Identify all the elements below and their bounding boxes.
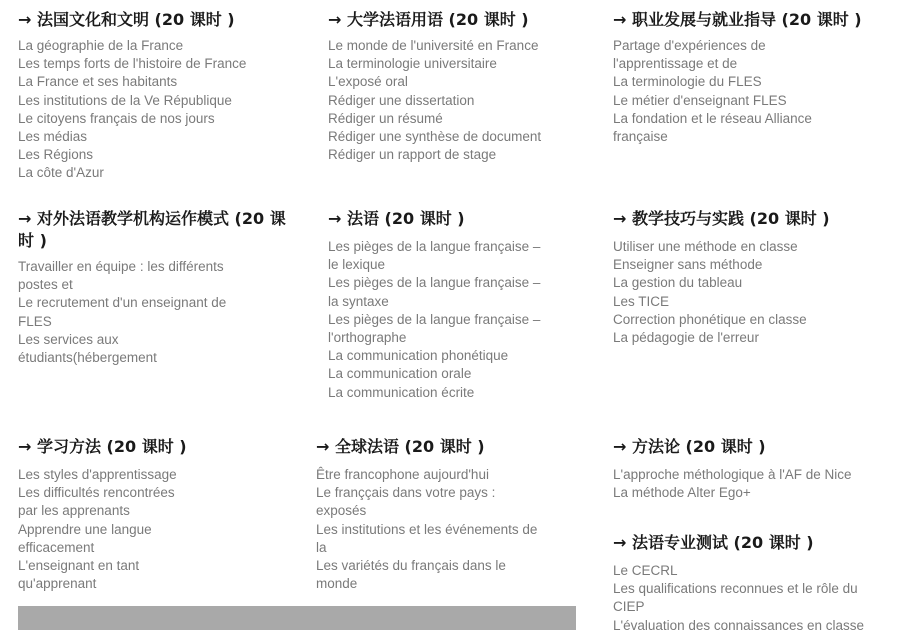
list-item: La pédagogie de l'erreur — [613, 330, 759, 346]
list-item: exposés — [316, 503, 367, 519]
list-item: La France et ses habitants — [18, 74, 178, 90]
section-items — [328, 238, 603, 402]
list-item: Les services aux — [18, 331, 119, 347]
list-item: La terminologie universitaire — [328, 56, 497, 72]
list-item: L'exposé oral — [328, 74, 408, 90]
list-item: Rédiger un rapport de stage — [328, 147, 497, 163]
section-heading: → 法语 (20 课时 ) — [328, 209, 465, 228]
list-item: La communication écrite — [328, 384, 475, 400]
section-heading: → 学习方法 (20 课时 ) — [18, 437, 187, 456]
section-french-culture — [18, 9, 308, 183]
section-methodology — [613, 436, 898, 502]
list-item: La méthode Alter Ego+ — [613, 485, 751, 501]
list-item: postes et — [18, 277, 73, 293]
section-items — [328, 37, 603, 164]
list-item: Rédiger une synthèse de document — [328, 129, 542, 145]
section-items — [18, 37, 308, 183]
list-item: La côte d'Azur — [18, 165, 104, 181]
list-item: CIEP — [613, 599, 645, 615]
list-item: Être francophone aujourd'hui — [316, 467, 489, 482]
list-item: Le métier d'enseignant FLES — [613, 92, 787, 108]
section-items — [18, 258, 288, 367]
list-item: L'évaluation des connaissances en classe — [613, 617, 864, 633]
list-item: FLES — [18, 313, 52, 329]
list-item: l'apprentissage et de — [613, 56, 738, 72]
list-item: Les institutions et les événements de — [316, 521, 538, 537]
list-item: Apprendre une langue — [18, 521, 152, 537]
list-item: Les Régions — [18, 147, 94, 163]
list-item: la — [316, 539, 327, 555]
list-item: qu'apprenant — [18, 576, 97, 592]
list-item: La terminologie du FLES — [613, 74, 762, 90]
list-item: Les variétés du français dans le — [316, 558, 506, 574]
list-item: Travailler en équipe : les différents — [18, 259, 224, 274]
list-item: Le monde de l'université en France — [328, 38, 539, 53]
list-item: La fondation et le réseau Alliance — [613, 110, 812, 126]
section-university-french — [328, 9, 603, 164]
list-item: Les difficultés rencontrées — [18, 485, 175, 501]
list-item: Partage d'expériences de — [613, 38, 766, 53]
list-item: monde — [316, 576, 358, 592]
section-items — [316, 466, 596, 593]
list-item: Les pièges de la langue française – — [328, 239, 541, 254]
list-item: Les qualifications reconnues et le rôle du — [613, 581, 858, 597]
section-items — [613, 466, 898, 502]
section-heading: → 教学技巧与实践 (20 课时 ) — [613, 209, 830, 228]
list-item: Le citoyens français de nos jours — [18, 110, 215, 126]
section-learning-methods — [18, 436, 288, 593]
list-item: Utiliser une méthode en classe — [613, 239, 798, 254]
list-item: L'approche méthologique à l'AF de Nice — [613, 467, 852, 482]
section-teaching-techniques — [613, 208, 898, 347]
list-item: Les médias — [18, 129, 88, 145]
section-items — [613, 37, 898, 146]
list-item: par les apprenants — [18, 503, 130, 519]
section-heading: → 法语专业测试 (20 课时 ) — [613, 533, 814, 552]
section-career-development — [613, 9, 898, 146]
list-item: Les institutions de la Ve République — [18, 92, 232, 108]
footer-divider-bar — [18, 606, 576, 630]
section-french-testing — [613, 532, 898, 635]
list-item: Les pièges de la langue française – — [328, 311, 541, 327]
section-heading: → 对外法语教学机构运作模式 (20 课时 ) — [18, 209, 286, 250]
list-item: La gestion du tableau — [613, 275, 743, 291]
section-french-language — [328, 208, 603, 402]
list-item: Les temps forts de l'histoire de France — [18, 56, 247, 72]
section-heading: → 大学法语用语 (20 课时 ) — [328, 10, 529, 29]
section-heading: → 全球法语 (20 课时 ) — [316, 437, 485, 456]
list-item: Le franççais dans votre pays : — [316, 485, 496, 501]
list-item: Les styles d'apprentissage — [18, 467, 177, 482]
list-item: le lexique — [328, 257, 386, 273]
list-item: Le recrutement d'un enseignant de — [18, 295, 227, 311]
list-item: La communication orale — [328, 366, 472, 382]
section-heading: → 法国文化和文明 (20 课时 ) — [18, 10, 235, 29]
list-item: L'enseignant en tant — [18, 558, 140, 574]
section-global-french — [316, 436, 596, 593]
section-heading: → 职业发展与就业指导 (20 课时 ) — [613, 10, 862, 29]
section-items — [613, 238, 898, 347]
list-item: Les pièges de la langue française – — [328, 275, 541, 291]
list-item: La communication phonétique — [328, 348, 509, 364]
list-item: l'orthographe — [328, 330, 407, 346]
list-item: Enseigner sans méthode — [613, 257, 763, 273]
section-items — [613, 562, 898, 635]
section-items — [18, 466, 288, 593]
list-item: Rédiger une dissertation — [328, 92, 475, 108]
section-heading: → 方法论 (20 课时 ) — [613, 437, 766, 456]
list-item: Correction phonétique en classe — [613, 311, 807, 327]
section-teaching-institutions — [18, 208, 288, 367]
list-item: Les TICE — [613, 293, 670, 309]
list-item: efficacement — [18, 539, 95, 555]
list-item: Rédiger un résumé — [328, 110, 443, 126]
list-item: la syntaxe — [328, 293, 389, 309]
list-item: Le CECRL — [613, 563, 678, 578]
list-item: française — [613, 129, 668, 145]
list-item: étudiants(hébergement — [18, 350, 157, 366]
list-item: La géographie de la France — [18, 38, 184, 53]
